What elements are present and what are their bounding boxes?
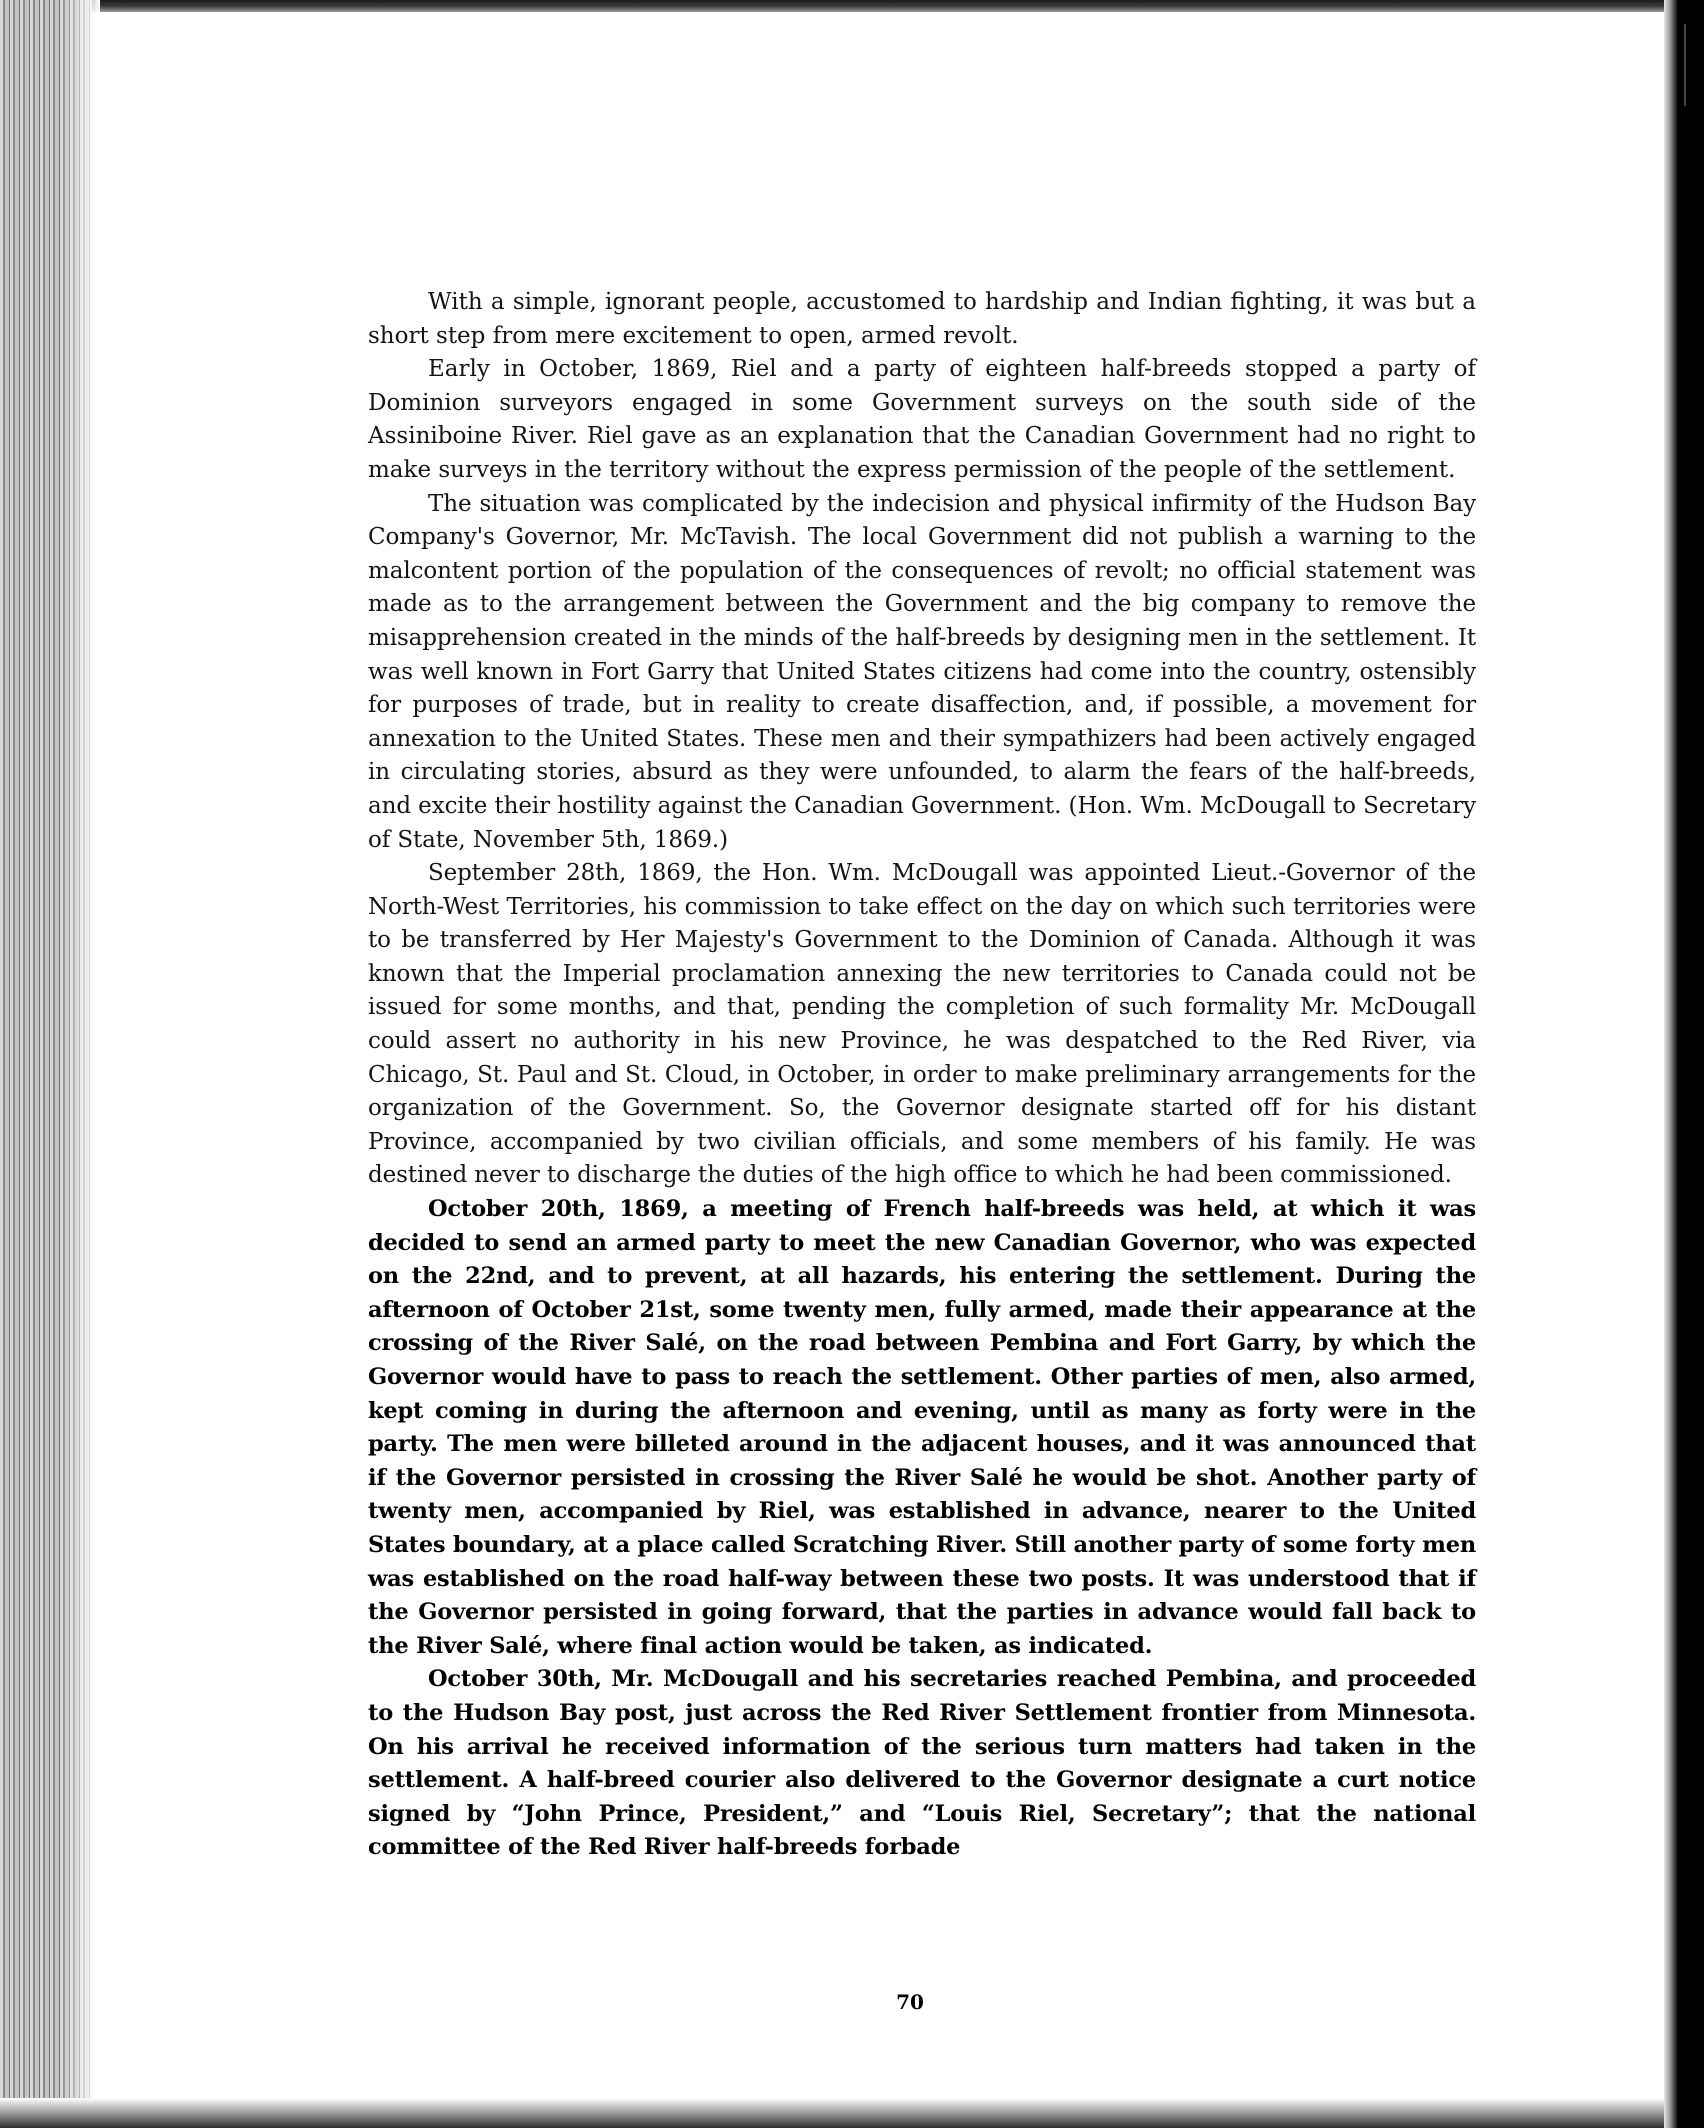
paragraph-october-30th: October 30th, Mr. McDougall and his secretaries reached Pembina, and proceeded to the Hudson Bay post, just across the Red River Settlement frontier from Minnesota. On his arrival he received information of the serious turn matters had taken in the settlement. A half-breed courier also delivered to the Governor designate a curt notice signed by “John Prince, President,” and “Louis Riel, Secretary”; that the national committee of the Red River half-breeds forbade xyxy=(368,1666,1476,1861)
paragraph-mcdougall-appointment: September 28th, 1869, the Hon. Wm. McDougall was appointed Lieut.-Governor of the North-West Territories, his commission to take effect on the day on which such territories were to be transferred by Her Majesty's Government to the Dominion of Canada. Although it was known that the Imperial proclamation annexing the new territories to Canada could not be issued for some months, and that, pending the completion of such formality Mr. McDougall could assert no authority in his new Province, he was despatched to the Red River, via Chicago, St. Paul and St. Cloud, in October, in order to make preliminary arrangements for the organization of the Government. So, the Governor designate started off for his distant Province, accompanied by two civilian officials, and some members of his family. He was destined never to discharge the duties of the high office to which he had been commissioned. xyxy=(368,860,1476,1189)
page-gutter-shadow xyxy=(60,0,100,2128)
paragraph-october-20th: October 20th, 1869, a meeting of French half-breeds was held, at which it was decided to send an armed party to meet the new Canadian Governor, who was expected on the 22nd, and to prevent, at all hazards, his entering the settlement. During the afternoon of October 21st, some twenty men, fully armed, made their appearance at the crossing of the River Salé, on the road between Pembina and Fort Garry, by which the Governor would have to pass to reach the settlement. Other parties of men, also armed, kept coming in during the afternoon and evening, until as many as forty were in the party. The men were billeted around in the adjacent houses, and it was announced that if the Governor persisted in crossing the River Salé he would be shot. Another party of twenty men, accompanied by Riel, was established in advance, nearer to the United States boundary, at a place called Scratching River. Still another party of some forty men was established on the road half-way between these two posts. It was understood that if the Governor persisted in going forward, that the parties in advance would fall back to the River Salé, where final action would be taken, as indicated. xyxy=(368,1196,1476,1659)
page-number: 70 xyxy=(896,1990,924,2014)
scan-bottom-band xyxy=(0,2098,1704,2128)
page-body xyxy=(368,286,1476,1865)
paragraph-revolt: With a simple, ignorant people, accustomed to hardship and Indian fighting, it was but a short step from mere excitement to open, armed revolt. xyxy=(368,289,1476,349)
paragraph-surveyors: Early in October, 1869, Riel and a party of eighteen half-breeds stopped a party of Dominion surveyors engaged in some Government surveys on the south side of the Assiniboine River. Riel gave as an explanation that the Canadian Government had no right to make surveys in the territory without the express permission of the people of the settlement. xyxy=(368,356,1476,483)
scan-corner-mark xyxy=(1684,24,1704,106)
scan-right-edge xyxy=(1664,0,1704,2128)
scan-top-band xyxy=(0,0,1704,12)
paragraph-situation: The situation was complicated by the indecision and physical infirmity of the Hudson Bay Company's Governor, Mr. McTavish. The local Government did not publish a warning to the malcontent portion of the population of the consequences of revolt; no official statement was made as to the arrangement between the Government and the big company to remove the misapprehension created in the minds of the half-breeds by designing men in the settlement. It was well known in Fort Garry that United States citizens had come into the country, ostensibly for purposes of trade, but in reality to create disaffection, and, if possible, a movement for annexation to the United States. These men and their sympathizers had been actively engaged in circulating stories, absurd as they were unfounded, to alarm the fears of the half-breeds, and excite their hostility against the Canadian Government. (Hon. Wm. McDougall to Secretary of State, November 5th, 1869.) xyxy=(368,490,1476,853)
